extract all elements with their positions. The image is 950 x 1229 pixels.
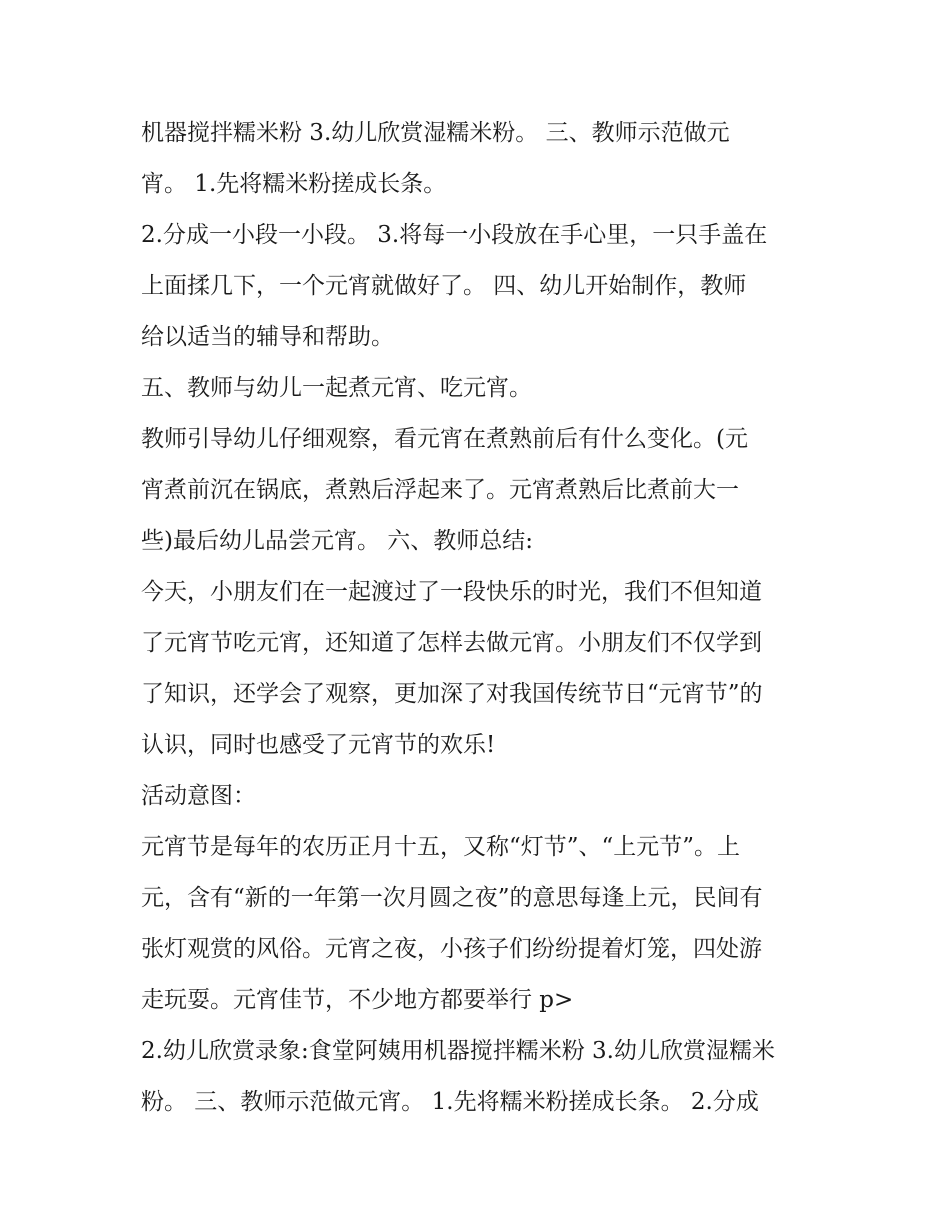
text-line: 五、教师与幼儿一起煮元宵、吃元宵。 [141,375,532,401]
text-line: 走玩耍。元宵佳节，不少地方都要举行 p> [141,987,574,1013]
text-line: 认识，同时也感受了元宵节的欢乐! [141,732,496,758]
text-line: 元宵节是每年的农历正月十五，又称“灯节”、“上元节”。上 [141,834,741,860]
text-line: 2.幼儿欣赏录象:食堂阿姨用机器搅拌糯米粉 3.幼儿欣赏湿糯米 [141,1038,775,1064]
text-line: 给以适当的辅导和帮助。 [141,324,394,350]
section-heading: 活动意图： [141,783,256,809]
text-line: 粉。 三、教师示范做元宵。 1.先将糯米粉搓成长条。 2.分成 [141,1089,759,1115]
text-line: 了知识，还学会了观察，更加深了对我国传统节日“元宵节”的 [141,681,763,707]
text-line: 上面揉几下，一个元宵就做好了。 四、幼儿开始制作，教师 [141,273,747,299]
text-line: 今天，小朋友们在一起渡过了一段快乐的时光，我们不但知道 [141,579,762,605]
text-line: 2.分成一小段一小段。 3.将每一小段放在手心里，一只手盖在 [141,222,768,248]
text-line: 宵。 1.先将糯米粉搓成长条。 [141,171,447,197]
document-body [141,108,831,1128]
text-line: 了元宵节吃元宵，还知道了怎样去做元宵。小朋友们不仅学到 [141,630,762,656]
text-line: 元，含有“新的一年第一次月圆之夜”的意思每逢上元，民间有 [141,885,763,911]
text-line: 些)最后幼儿品尝元宵。 六、教师总结: [141,528,534,554]
text-line: 宵煮前沉在锅底，煮熟后浮起来了。元宵煮熟后比煮前大一 [141,477,739,503]
text-line: 机器搅拌糯米粉 3.幼儿欣赏湿糯米粉。 三、教师示范做元 [141,120,730,146]
text-line: 教师引导幼儿仔细观察，看元宵在煮熟前后有什么变化。(元 [141,426,748,452]
text-line: 张灯观赏的风俗。元宵之夜，小孩子们纷纷提着灯笼，四处游 [141,936,762,962]
